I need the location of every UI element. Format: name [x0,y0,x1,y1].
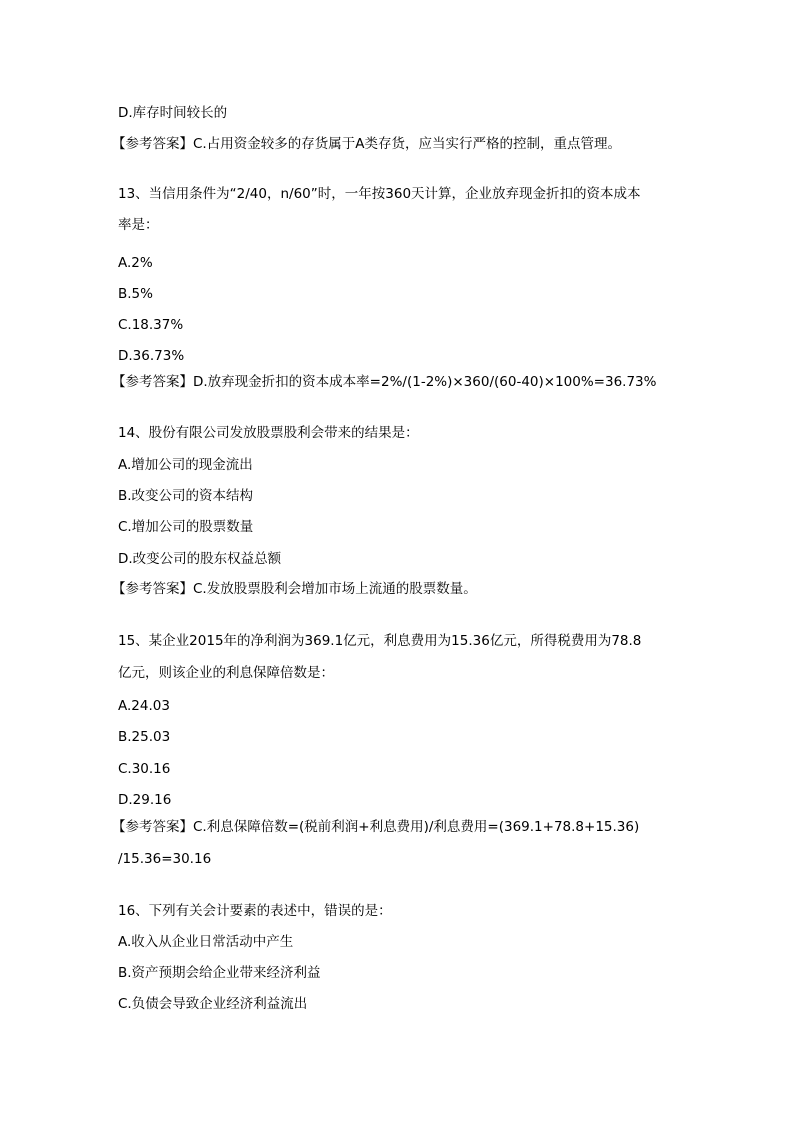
q14-option-d: D.改变公司的股东权益总额 [118,551,282,567]
q15-question-line1: 15、某企业2015年的净利润为369.1亿元，利息费用为15.36亿元，所得税费用为78.8 [118,633,642,649]
q15-option-d: D.29.16 [118,792,172,808]
q12-option-d: D.库存时间较长的 [118,105,228,121]
q15-option-a: A.24.03 [118,698,170,714]
q12-answer: 【参考答案】C.占用资金较多的存货属于A类存货，应当实行严格的控制，重点管理。 [112,136,621,152]
q13-option-a: A.2% [118,255,153,271]
q14-answer: 【参考答案】C.发放股票股利会增加市场上流通的股票数量。 [112,581,477,597]
q15-answer-line1: 【参考答案】C.利息保障倍数=(税前利润+利息费用)/利息费用=(369.1+78.8+15.36) [112,819,640,835]
q14-question: 14、股份有限公司发放股票股利会带来的结果是： [118,425,419,441]
q16-option-a: A.收入从企业日常活动中产生 [118,934,294,950]
q15-question-line2: 亿元，则该企业的利息保障倍数是： [118,665,334,681]
q15-option-c: C.30.16 [118,761,171,777]
q14-option-b: B.改变公司的资本结构 [118,488,254,504]
q13-question-line2: 率是： [118,217,159,233]
q16-option-b: B.资产预期会给企业带来经济利益 [118,965,321,981]
q14-option-a: A.增加公司的现金流出 [118,457,253,473]
q16-question: 16、下列有关会计要素的表述中，错误的是： [118,903,392,919]
q13-option-d: D.36.73% [118,348,185,364]
q13-answer: 【参考答案】D.放弃现金折扣的资本成本率=2%/(1-2%)×360/(60-40)×100%=36.73% [112,374,657,390]
q13-option-b: B.5% [118,286,153,302]
q14-option-c: C.增加公司的股票数量 [118,519,254,535]
q16-option-c: C.负债会导致企业经济利益流出 [118,996,308,1012]
q15-answer-line2: /15.36=30.16 [118,851,212,867]
q13-option-c: C.18.37% [118,317,184,333]
q13-question-line1: 13、当信用条件为“2/40，n/60”时，一年按360天计算，企业放弃现金折扣的资本成本 [118,186,641,202]
q15-option-b: B.25.03 [118,729,171,745]
